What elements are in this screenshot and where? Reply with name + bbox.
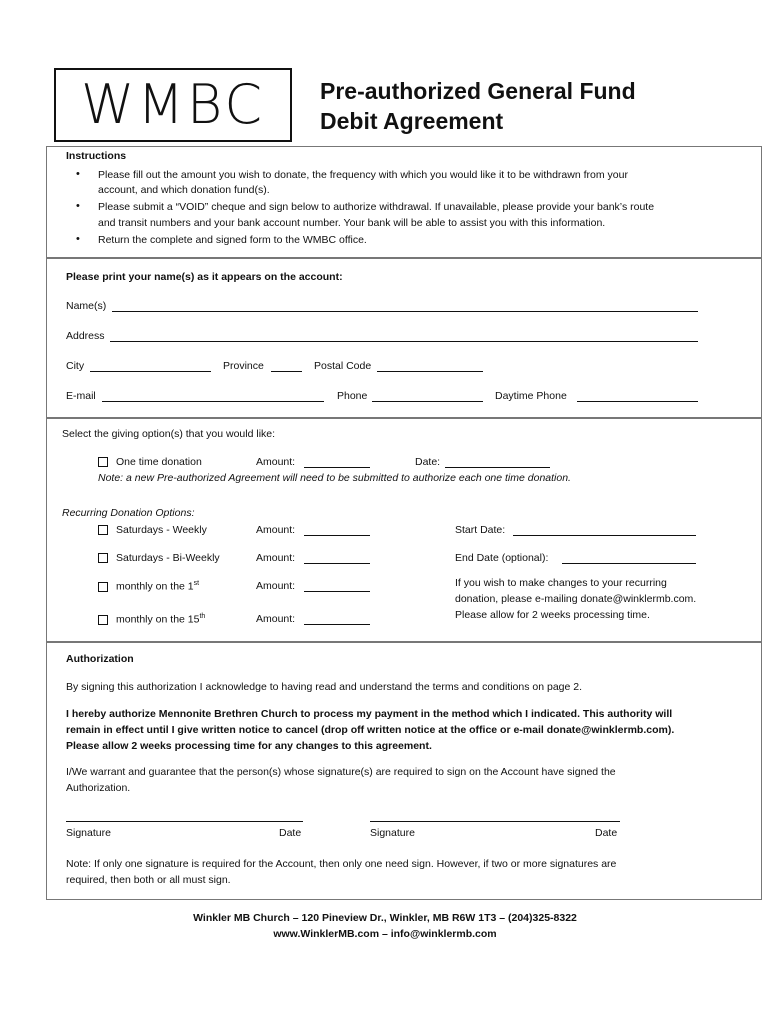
weekly-label: Saturdays - Weekly [116,524,207,536]
daytime-phone-field[interactable] [577,390,698,402]
biweekly-label: Saturdays - Bi-Weekly [116,552,220,564]
authorization-heading: Authorization [66,653,134,665]
monthly-15th-amount-field[interactable] [304,613,370,625]
signature-1-line[interactable] [66,821,303,822]
signature-2-line[interactable] [370,821,620,822]
bullet-icon: • [76,233,80,245]
authorize-line-1: I hereby authorize Mennonite Brethren Church to process my payment in the method which I indicated. This authority will [66,708,673,720]
monthly-1st-amount-field[interactable] [304,580,370,592]
recurring-heading: Recurring Donation Options: [62,507,195,519]
monthly-1st-option[interactable] [98,580,199,593]
names-field[interactable] [112,300,698,312]
biweekly-checkbox[interactable] [98,553,108,563]
giving-prompt: Select the giving option(s) that you would like: [62,428,276,440]
instruction-1-line-2: account, and which donation fund(s). [98,184,270,196]
weekly-amount-label: Amount: [256,524,296,536]
instructions-heading: Instructions [66,150,127,162]
start-date-label: Start Date: [455,524,506,536]
one-time-amount-field[interactable] [304,456,370,468]
instruction-3-line-1: Return the complete and signed form to the WMBC office. [98,234,367,246]
change-note-line-1: If you wish to make changes to your recurring [455,577,667,589]
phone-field[interactable] [372,390,483,402]
daytime-phone-label: Daytime Phone [495,390,567,402]
monthly-1st-sup: st [193,580,200,587]
monthly-1st-checkbox[interactable] [98,582,108,592]
bullet-icon: • [76,168,80,180]
biweekly-option[interactable] [98,552,220,564]
biweekly-amount-label: Amount: [256,552,296,564]
date-2-label: Date [595,827,618,839]
logo: WMBC [80,73,266,136]
one-time-amount-label: Amount: [256,456,296,468]
monthly-15th-label: monthly on the 15 [116,613,200,626]
start-date-field[interactable] [513,524,696,536]
one-time-note: Note: a new Pre-authorized Agreement will need to be submitted to authorize each one time donation. [98,472,571,484]
monthly-15th-sup: th [199,613,206,620]
monthly-1st-label: monthly on the 1 [116,580,194,593]
monthly-1st-amount-label: Amount: [256,580,296,592]
one-time-option[interactable] [98,456,202,468]
email-label: E-mail [66,390,96,402]
authorize-line-2: remain in effect until I give written notice to cancel (drop off written notice at the office or e-mail donate@winklermb.com). [66,724,675,736]
instruction-2-line-1: Please submit a “VOID” cheque and sign below to authorize withdrawal. If unavailable, please provide your bank’s route [98,201,655,213]
warrant-line-1: I/We warrant and guarantee that the person(s) whose signature(s) are required to sign on the Account have signed the [66,766,616,778]
bullet-icon: • [76,200,80,212]
authorize-line-3: Please allow 2 weeks processing time for any changes to this agreement. [66,740,432,752]
city-field[interactable] [90,360,211,372]
one-time-label: One time donation [116,456,202,468]
end-date-field[interactable] [562,552,696,564]
change-note-line-3: Please allow for 2 weeks processing time. [455,609,650,621]
weekly-option[interactable] [98,524,207,536]
address-field[interactable] [110,330,698,342]
province-field[interactable] [271,360,302,372]
instruction-2-line-2: and transit numbers and your bank account number. Your bank will be able to assist you with this information. [98,217,606,229]
instruction-1-line-1: Please fill out the amount you wish to donate, the frequency with which you would like it to be withdrawn from your [98,169,628,181]
change-note-line-2: donation, please e-mailing donate@winklermb.com. [455,593,697,605]
signature-2-label: Signature [370,827,415,839]
phone-label: Phone [337,390,368,402]
weekly-amount-field[interactable] [304,524,370,536]
footer-address: Winkler MB Church – 120 Pineview Dr., Winkler, MB R6W 1T3 – (204)325-8322 [193,912,577,924]
one-time-date-field[interactable] [445,456,550,468]
email-field[interactable] [102,390,324,402]
footer-contact: www.WinklerMB.com – info@winklermb.com [273,928,497,940]
monthly-15th-option[interactable] [98,613,205,626]
title-line-2: Debit Agreement [320,108,504,134]
postal-code-label: Postal Code [314,360,372,372]
weekly-checkbox[interactable] [98,525,108,535]
biweekly-amount-field[interactable] [304,552,370,564]
logo-box [54,68,292,142]
address-label: Address [66,330,105,342]
one-time-date-label: Date: [415,456,441,468]
date-1-label: Date [279,827,302,839]
acknowledgement-text: By signing this authorization I acknowledge to having read and understand the terms and conditions on page 2. [66,681,583,693]
signature-1-label: Signature [66,827,111,839]
title-line-1: Pre-authorized General Fund [320,78,636,104]
names-label: Name(s) [66,300,107,312]
postal-code-field[interactable] [377,360,483,372]
page-title [320,76,636,136]
city-label: City [66,360,85,372]
monthly-15th-checkbox[interactable] [98,615,108,625]
signature-note-line-2: required, then both or all must sign. [66,874,231,886]
province-label: Province [223,360,264,372]
end-date-label: End Date (optional): [455,552,549,564]
monthly-15th-amount-label: Amount: [256,613,296,625]
signature-note-line-1: Note: If only one signature is required for the Account, then only one need sign. However, if two or more signatures are [66,858,617,870]
account-heading: Please print your name(s) as it appears on the account: [66,271,343,283]
one-time-checkbox[interactable] [98,457,108,467]
warrant-line-2: Authorization. [66,782,131,794]
